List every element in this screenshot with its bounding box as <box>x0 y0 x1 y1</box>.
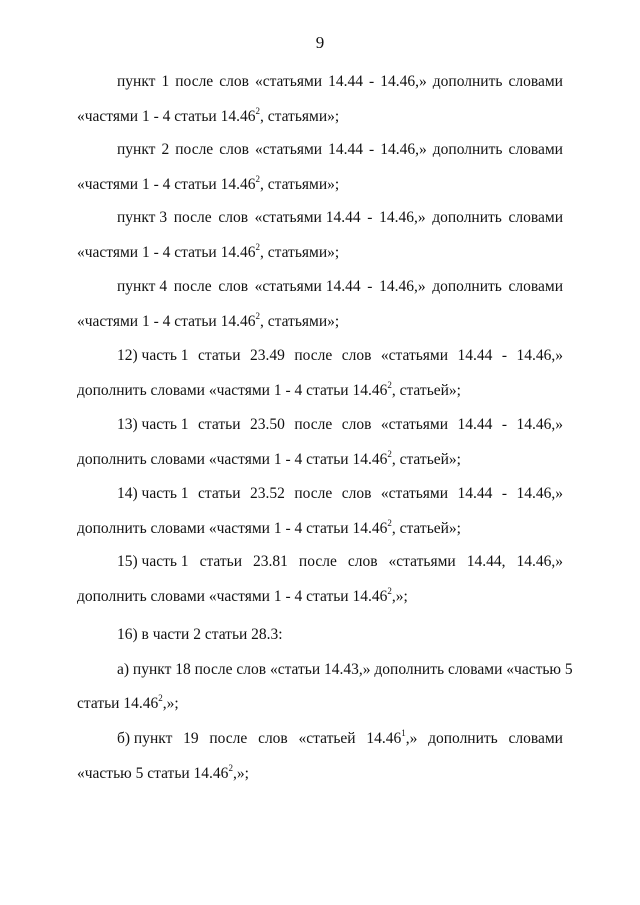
word: слов <box>218 209 249 226</box>
word: 14.46,» <box>516 347 563 364</box>
word: дополнить <box>432 209 502 226</box>
word: после <box>294 347 333 364</box>
word: 2 <box>161 141 170 158</box>
word: 14.46,» <box>380 141 427 158</box>
word: дополнить <box>432 73 503 90</box>
word: слов <box>219 141 249 158</box>
word: 14.44 <box>328 73 364 90</box>
word: слов <box>218 278 249 295</box>
word: 13) часть 1 <box>117 416 189 433</box>
word: 12) часть 1 <box>117 347 189 364</box>
paragraph-7-cont-line: дополнить словами «частями 1 - 4 статьи 14.46$^2$, статьей»; <box>77 517 461 537</box>
word: 23.52 <box>249 485 285 502</box>
word: статьи <box>198 416 241 433</box>
word: «статьями 14.44 <box>254 278 361 295</box>
word: слов <box>341 347 372 364</box>
word: - <box>367 209 373 226</box>
word: 14.46,» <box>516 416 563 433</box>
word: после <box>294 485 333 502</box>
page-number: 9 <box>315 33 325 52</box>
word: 14.46,» <box>379 209 426 226</box>
word: - <box>367 278 373 295</box>
word: слов <box>347 553 378 570</box>
word: 14.46,» <box>380 73 427 90</box>
word: после <box>298 553 337 570</box>
item-b-first-line: б) пункт 19 после слов «статьей 14.46$^1$,» дополнить словами <box>117 727 563 747</box>
paragraph-1-cont-line: «частями 1 - 4 статьи 14.46$^2$, статьями»; <box>77 105 340 125</box>
word: пункт 4 <box>117 278 168 295</box>
word: дополнить <box>432 278 502 295</box>
word: «статьями <box>254 73 323 90</box>
word: - <box>369 73 375 90</box>
word: после <box>294 416 333 433</box>
word: «статьями <box>380 347 449 364</box>
paragraph-4-cont-line: «частями 1 - 4 статьи 14.46$^2$, статьями»; <box>77 310 340 330</box>
item-b-cont-line: «частью 5 статьи 14.46$^2$,»; <box>77 762 249 782</box>
paragraph-4-first-line <box>117 277 563 297</box>
paragraph-6-first-line <box>117 415 563 435</box>
word: после <box>173 209 212 226</box>
word: 14.44 <box>457 347 493 364</box>
word: статьи <box>198 485 241 502</box>
paragraph-6-cont-line: дополнить словами «частями 1 - 4 статьи 14.46$^2$, статьей»; <box>77 448 461 468</box>
word: слов <box>219 73 249 90</box>
word: - <box>501 485 508 502</box>
word: «статьями <box>380 416 449 433</box>
word: «статьями <box>380 485 449 502</box>
item-a-cont-line: статьи 14.46$^2$,»; <box>77 692 179 712</box>
word: слов <box>341 485 372 502</box>
word: статьи <box>199 553 243 570</box>
word: 14.44 <box>457 485 493 502</box>
word: - <box>501 416 508 433</box>
word: «статьями 14.44 <box>254 209 361 226</box>
item-a-first-line: а) пункт 18 после слов «статьи 14.43,» дополнить словами «частью 5 <box>117 661 573 678</box>
word: словами <box>508 141 563 158</box>
word: пункт 3 <box>117 209 168 226</box>
word: после <box>175 73 214 90</box>
paragraph-1-first-line <box>117 72 563 92</box>
paragraph-7-first-line <box>117 484 563 504</box>
paragraph-5-first-line <box>117 346 563 366</box>
word: 23.49 <box>249 347 285 364</box>
word: 15) часть 1 <box>117 553 189 570</box>
word: словами <box>508 209 563 226</box>
paragraph-2-cont-line: «частями 1 - 4 статьи 14.46$^2$, статьями»; <box>77 173 340 193</box>
word: - <box>501 347 508 364</box>
word: статьи <box>198 347 241 364</box>
paragraph-5-cont-line: дополнить словами «частями 1 - 4 статьи 14.46$^2$, статьей»; <box>77 379 461 399</box>
word: пункт <box>117 141 156 158</box>
item-16-heading: 16) в части 2 статьи 28.3: <box>117 626 283 643</box>
word: 14.44 <box>457 416 493 433</box>
word: 14.46,» <box>516 485 563 502</box>
word: «статьями <box>254 141 323 158</box>
word: словами <box>508 73 563 90</box>
paragraph-3-first-line <box>117 208 563 228</box>
word: пункт <box>117 73 156 90</box>
word: «статьями <box>388 553 456 570</box>
word: 23.50 <box>249 416 285 433</box>
word: 23.81 <box>253 553 288 570</box>
paragraph-8-first-line <box>117 552 563 572</box>
word: после <box>173 278 212 295</box>
word: слов <box>341 416 372 433</box>
word: после <box>175 141 214 158</box>
paragraph-2-first-line <box>117 140 563 160</box>
word: 14) часть 1 <box>117 485 189 502</box>
word: 1 <box>161 73 170 90</box>
paragraph-8-cont-line: дополнить словами «частями 1 - 4 статьи 14.46$^2$,»; <box>77 585 408 605</box>
word: 14.46,» <box>516 553 563 570</box>
word: - <box>369 141 375 158</box>
word: 14.44, <box>466 553 506 570</box>
paragraph-3-cont-line: «частями 1 - 4 статьи 14.46$^2$, статьями»; <box>77 241 340 261</box>
word: дополнить <box>432 141 503 158</box>
word: словами <box>508 278 563 295</box>
word: 14.44 <box>328 141 364 158</box>
word: 14.46,» <box>379 278 426 295</box>
